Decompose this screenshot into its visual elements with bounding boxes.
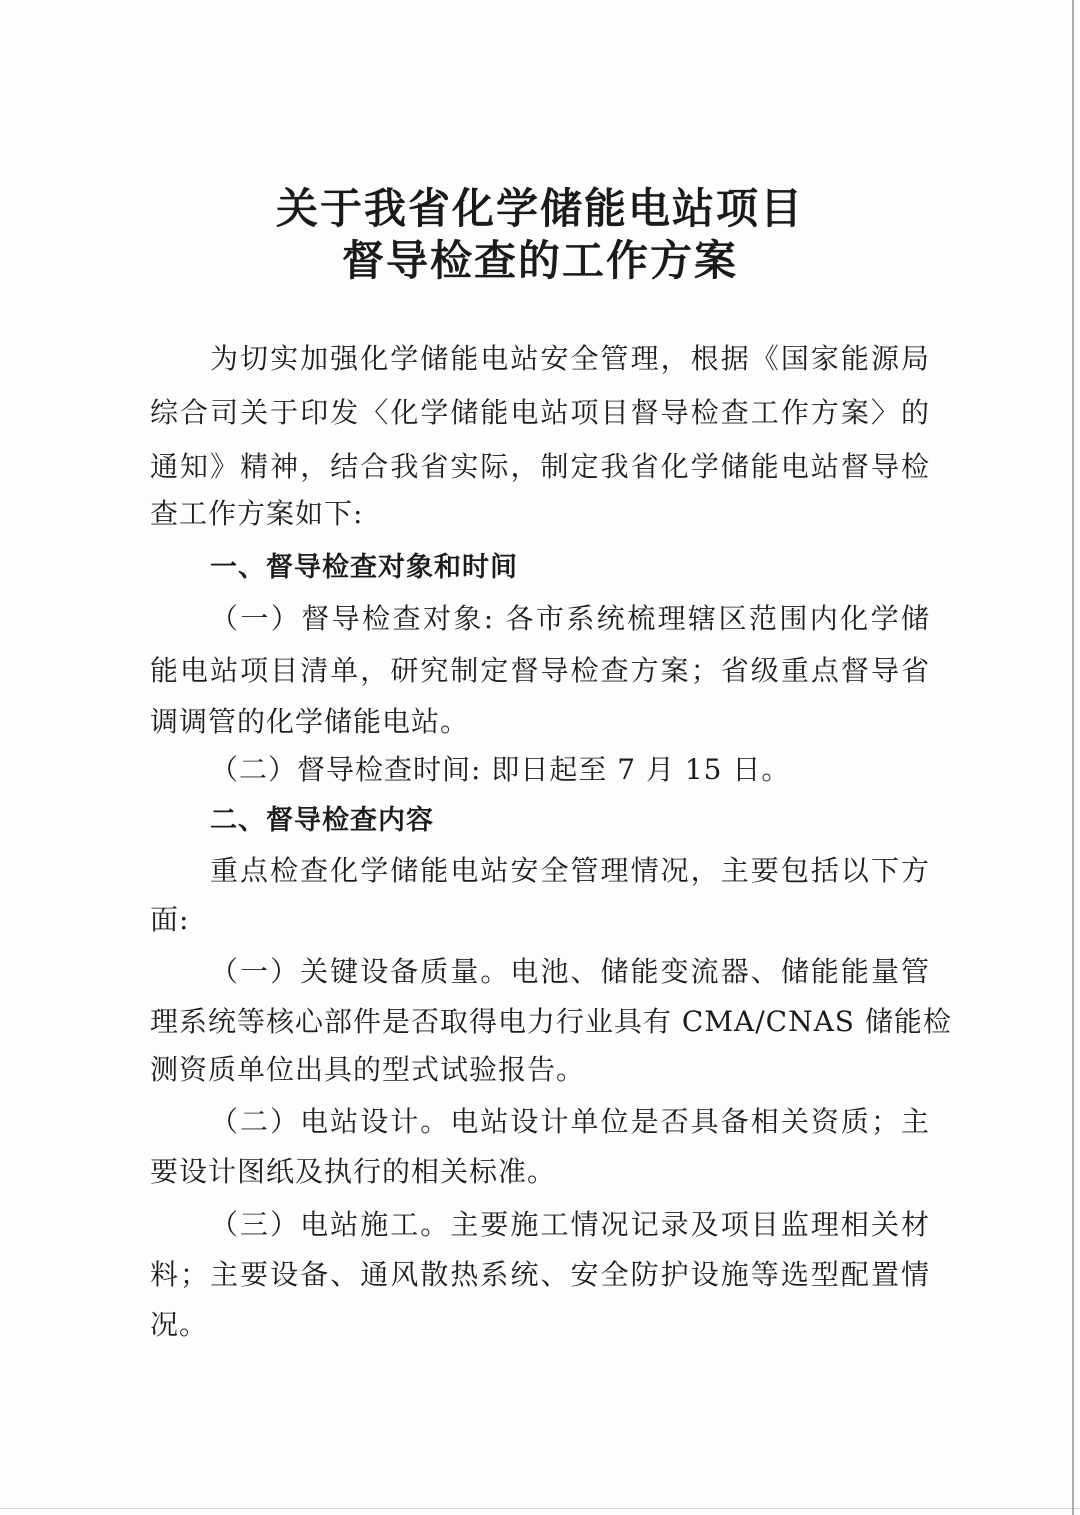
paragraph-line: 要设计图纸及执行的相关标准。 (150, 1155, 557, 1188)
paragraph-line: 理系统等核心部件是否取得电力行业具有 CMA/CNAS 储能检 (150, 1005, 952, 1038)
paragraph-line: 料；主要设备、通风散热系统、安全防护设施等选型配置情 (150, 1258, 930, 1291)
paragraph-line: （二）督导检查时间: 即日起至 7 月 15 日。 (210, 753, 791, 786)
document-title-line-1: 关于我省化学储能电站项目 (275, 184, 804, 233)
paragraph-line: （一）关键设备质量。电池、储能变流器、储能能量管 (210, 955, 930, 988)
paragraph-line: 查工作方案如下: (150, 497, 364, 530)
paragraph-line: （一）督导检查对象: 各市系统梳理辖区范围内化学储 (210, 602, 930, 635)
document-title-line-2: 督导检查的工作方案 (341, 236, 738, 285)
paragraph-line: （二）电站设计。电站设计单位是否具备相关资质；主 (210, 1105, 930, 1138)
paragraph-line: 况。 (150, 1308, 209, 1341)
paragraph-line: 面: (150, 903, 190, 936)
paragraph-line: 通知》精神，结合我省实际，制定我省化学储能电站督导检 (150, 450, 930, 483)
paragraph-line: 为切实加强化学储能电站安全管理，根据《国家能源局 (210, 342, 930, 375)
paragraph-line: （三）电站施工。主要施工情况记录及项目监理相关材 (210, 1208, 930, 1241)
paragraph-line: 能电站项目清单，研究制定督导检查方案；省级重点督导省 (150, 654, 930, 687)
page-bottom-edge (0, 1508, 1080, 1509)
section-heading-2: 二、督导检查内容 (210, 805, 434, 836)
paragraph-line: 重点检查化学储能电站安全管理情况，主要包括以下方 (210, 854, 930, 887)
paragraph-line: 测资质单位出具的型式试验报告。 (150, 1053, 586, 1086)
paragraph-line: 调调管的化学储能电站。 (150, 705, 470, 738)
paragraph-line: 综合司关于印发〈化学储能电站项目督导检查工作方案〉的 (150, 396, 930, 429)
section-heading-1: 一、督导检查对象和时间 (210, 552, 518, 583)
